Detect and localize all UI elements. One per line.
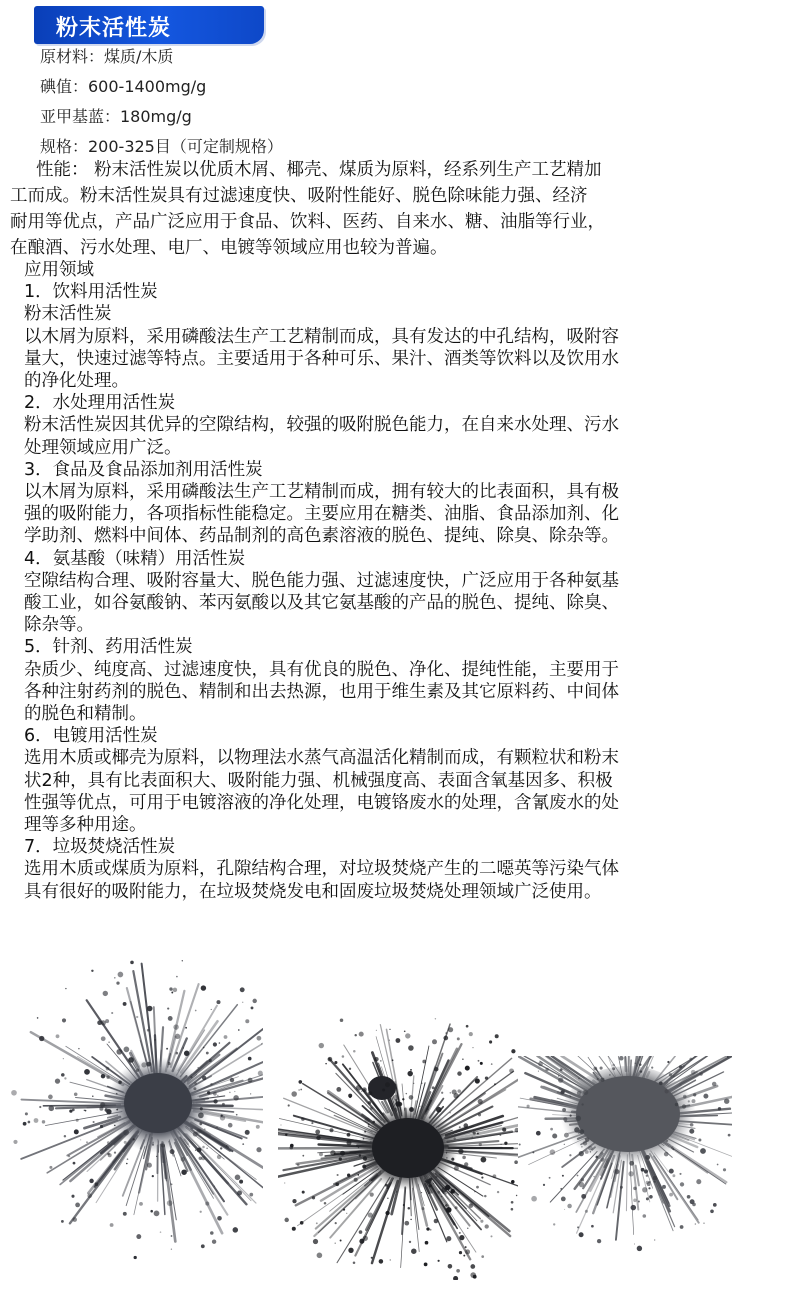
performance-line: 在酿酒、污水处理、电厂、电镀等领域应用也较为普遍。 — [10, 238, 448, 258]
section-heading-food: 3．食品及食品添加剂用活性炭 — [24, 459, 263, 480]
section-heading-electroplating: 6．电镀用活性炭 — [24, 726, 158, 747]
powder-photo-2 — [278, 980, 518, 1280]
text-line: 各种注射药剂的脱色、精制和出去热源，也用于维生素及其它原料药、中间体 — [24, 681, 619, 702]
text-line: 除杂等。 — [24, 615, 94, 636]
page-title: 粉末活性炭 — [56, 16, 172, 41]
text-line: 空隙结构合理、吸附容量大、脱色能力强、过滤速度快，广泛应用于各种氨基 — [24, 570, 619, 591]
text-line: 状2种，具有比表面积大、吸附能力强、机械强度高、表面含氧基因多、积极 — [24, 770, 613, 791]
powder-splash-image — [278, 980, 518, 1280]
text-line: 杂质少、纯度高、过滤速度快，具有优良的脱色、净化、提纯性能，主要用于 — [24, 659, 619, 680]
spec-raw-material: 原材料：煤质/木质 — [40, 47, 174, 66]
text-line: 理等多种用途。 — [24, 815, 147, 836]
performance-paragraph — [10, 157, 785, 261]
spec-iodine-value: 碘值：600-1400mg/g — [40, 77, 207, 96]
text-line: 以木屑为原料，采用磷酸法生产工艺精制而成，拥有较大的比表面积，具有极 — [24, 482, 619, 503]
section-heading-amino-acid: 4．氨基酸（味精）用活性炭 — [24, 548, 246, 569]
performance-line: 耐用等优点，产品广泛应用于食品、饮料、医药、自来水、糖、油脂等行业， — [10, 212, 605, 232]
section-heading-water: 2．水处理用活性炭 — [24, 393, 176, 414]
text-line: 处理领域应用广泛。 — [24, 437, 182, 458]
applications-section — [24, 259, 784, 903]
text-line: 的净化处理。 — [24, 371, 129, 392]
text-line: 具有很好的吸附能力，在垃圾焚烧发电和固废垃圾焚烧处理领域广泛使用。 — [24, 881, 602, 902]
section-heading-pharma: 5．针剂、药用活性炭 — [24, 637, 193, 658]
text-line: 选用木质或煤质为原料，孔隙结构合理，对垃圾焚烧产生的二噁英等污染气体 — [24, 859, 619, 880]
text-line: 的脱色和精制。 — [24, 704, 147, 725]
powder-splash-image — [8, 960, 263, 1284]
section-heading-incineration: 7．垃圾焚烧活性炭 — [24, 837, 176, 858]
title-banner — [34, 6, 264, 44]
text-line: 学助剂、燃料中间体、药品制剂的高色素溶液的脱色、提纯、除臭、除杂等。 — [24, 526, 619, 547]
powder-splash-image — [518, 1056, 732, 1276]
text-line: 酸工业，如谷氨酸钠、苯丙氨酸以及其它氨基酸的产品的脱色、提纯、除臭、 — [24, 593, 619, 614]
powder-photo-3 — [518, 1056, 732, 1276]
performance-line: 性能： 粉末活性炭以优质木屑、椰壳、煤质为原料，经系列生产工艺精加 — [36, 160, 602, 180]
product-photos — [0, 960, 790, 1294]
spec-mesh-size: 规格：200-325目（可定制规格） — [40, 137, 283, 156]
spec-methylene-blue: 亚甲基蓝：180mg/g — [40, 107, 192, 126]
text-line: 粉末活性炭因其优异的空隙结构，较强的吸附脱色能力，在自来水处理、污水 — [24, 415, 619, 436]
text-line: 强的吸附能力，各项指标性能稳定。主要应用在糖类、油脂、食品添加剂、化 — [24, 504, 619, 525]
text-line: 以木屑为原料，采用磷酸法生产工艺精制而成，具有发达的中孔结构，吸附容 — [24, 326, 619, 347]
text-line: 量大，快速过滤等特点。主要适用于各种可乐、果汁、酒类等饮料以及饮用水 — [24, 348, 619, 369]
text-line: 粉末活性炭 — [24, 304, 112, 325]
performance-line: 工而成。粉末活性炭具有过滤速度快、吸附性能好、脱色除味能力强、经济 — [10, 186, 588, 206]
section-heading-beverage: 1．饮料用活性炭 — [24, 282, 158, 303]
text-line: 选用木质或椰壳为原料，以物理法水蒸气高温活化精制而成，有颗粒状和粉末 — [24, 748, 619, 769]
powder-photo-1 — [8, 960, 263, 1284]
applications-heading: 应用领域 — [24, 260, 94, 280]
text-line: 性强等优点，可用于电镀溶液的净化处理，电镀铬废水的处理，含氰废水的处 — [24, 792, 619, 813]
